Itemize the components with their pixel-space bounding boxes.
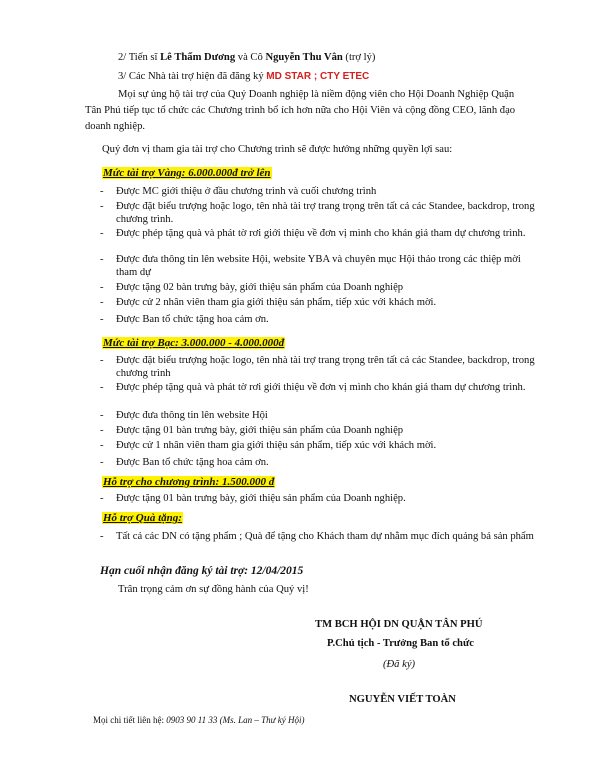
list-item-text: Được tặng 02 bàn trưng bày, giới thiệu sản phẩm của Doanh nghiệp bbox=[116, 282, 404, 293]
intro-line-1: Mọi sự ủng hộ tài trợ của Quý Doanh nghiệp là niềm động viên cho Hội Doanh Nghiệp Quận bbox=[118, 89, 515, 100]
bullet-dash: - bbox=[100, 457, 104, 468]
speaker-line bbox=[118, 51, 375, 64]
signature-signed: (Đã ký) bbox=[383, 659, 416, 670]
speaker-mid: và Cô bbox=[235, 52, 266, 63]
list-item-text: Được phép tặng quà và phát tờ rơi giới thiệu về đơn vị mình cho khán giả tham dự chương trình. bbox=[116, 228, 526, 239]
footer-contact bbox=[93, 714, 304, 727]
list-item-text: Được đưa thông tin lên website Hội, website YBA và chuyên mục Hội thảo trong các thiệp mời tham dự bbox=[116, 254, 521, 278]
list-item-text: Được MC giới thiệu ở đầu chương trình và cuối chương trình bbox=[116, 186, 377, 197]
intro-line-2: Tân Phú tiếp tục tổ chức các Chương trình bổ ích hơn nữa cho Hội Viên và cộng đồng CEO, lãnh đạo bbox=[85, 105, 516, 116]
bullet-dash: - bbox=[100, 440, 104, 451]
bullet-dash: - bbox=[100, 254, 104, 265]
list-item-text: Được đưa thông tin lên website Hội bbox=[116, 410, 268, 421]
bullet-dash: - bbox=[100, 282, 104, 293]
list-item-text: Được Ban tổ chức tặng hoa cảm ơn. bbox=[116, 314, 269, 325]
bullet-dash: - bbox=[100, 355, 104, 366]
bullet-dash: - bbox=[100, 201, 104, 212]
bullet-dash: - bbox=[100, 493, 104, 504]
list-item-text: Được đặt biểu trượng hoặc logo, tên nhà tài trợ trang trọng trên tất cả các Standee, backdrop, trong chương trình. bbox=[116, 201, 535, 225]
gifts-title: Hỗ trợ Quà tặng: bbox=[103, 512, 182, 524]
list-item-text: Được cử 1 nhân viên tham gia giới thiệu sản phẩm, tiếp xúc với khách mời. bbox=[116, 440, 437, 451]
intro-line-3: doanh nghiệp. bbox=[85, 121, 146, 132]
bullet-dash: - bbox=[100, 425, 104, 436]
list-item-text: Được đặt biểu trượng hoặc logo, tên nhà tài trợ trang trọng trên tất cả các Standee, backdrop, trong chương trình bbox=[116, 355, 535, 379]
bullet-dash: - bbox=[100, 382, 104, 393]
bullet-dash: - bbox=[100, 186, 104, 197]
support-title: Hỗ trợ cho chương trình: 1.500.000 đ bbox=[103, 476, 275, 488]
list-item-text: Được tặng 01 bàn trưng bày, giới thiệu sản phẩm của Doanh nghiệp bbox=[116, 425, 404, 436]
footer-label: Mọi chi tiết liên hệ: bbox=[93, 715, 167, 725]
benefits-intro: Quý đơn vị tham gia tài trợ cho Chương trình sẽ được hưởng những quyền lợi sau: bbox=[102, 144, 453, 155]
sponsors-names: MD STAR ; CTY ETEC bbox=[266, 71, 370, 82]
sponsors-prefix: 3/ Các Nhà tài trợ hiện đã đăng ký bbox=[118, 71, 267, 82]
silver-heading bbox=[102, 337, 285, 350]
bullet-dash: - bbox=[100, 410, 104, 421]
gold-heading bbox=[102, 167, 272, 180]
deadline: Hạn cuối nhận đăng ký tài trợ: 12/04/2015 bbox=[100, 565, 304, 577]
bullet-dash: - bbox=[100, 531, 104, 542]
speaker-suffix: (trợ lý) bbox=[342, 52, 376, 63]
thanks-line: Trân trọng cảm ơn sự đồng hành của Quý vị! bbox=[118, 584, 309, 595]
support-heading bbox=[102, 476, 275, 489]
signature-role: P.Chủ tịch - Trưởng Ban tổ chức bbox=[327, 638, 474, 649]
speaker-name-1: Lê Thẩm Dương bbox=[160, 52, 236, 63]
speaker-prefix: 2/ Tiến sĩ bbox=[118, 52, 161, 63]
signature-name: NGUYỄN VIẾT TOÀN bbox=[349, 694, 456, 705]
bullet-dash: - bbox=[100, 228, 104, 239]
silver-title: Mức tài trợ Bạc: 3.000.000 - 4.000.000đ bbox=[103, 337, 285, 349]
speaker-name-2: Nguyễn Thu Vân bbox=[265, 52, 343, 63]
footer-phone: 0903 90 11 33 (Ms. Lan – Thư ký Hội) bbox=[166, 715, 305, 725]
gifts-heading bbox=[102, 512, 183, 525]
list-item-text: Được tặng 01 bàn trưng bày, giới thiệu sản phẩm của Doanh nghiệp. bbox=[116, 493, 406, 504]
signature-org: TM BCH HỘI DN QUẬN TÂN PHÚ bbox=[315, 619, 483, 630]
list-item-text: Tất cả các DN có tặng phẩm ; Quà để tặng cho Khách tham dự nhằm mục đích quảng bá sản phẩm bbox=[116, 531, 534, 542]
list-item-text: Được Ban tổ chức tặng hoa cảm ơn. bbox=[116, 457, 269, 468]
list-item-text: Được cử 2 nhân viên tham gia giới thiệu sản phẩm, tiếp xúc với khách mời. bbox=[116, 297, 437, 308]
sponsors-line bbox=[118, 70, 369, 83]
bullet-dash: - bbox=[100, 314, 104, 325]
gold-title: Mức tài trợ Vàng: 6.000.000đ trở lên bbox=[103, 167, 271, 179]
bullet-dash: - bbox=[100, 297, 104, 308]
list-item-text: Được phép tặng quà và phát tờ rơi giới thiệu về đơn vị mình cho khán giả tham dự chương trình. bbox=[116, 382, 526, 393]
